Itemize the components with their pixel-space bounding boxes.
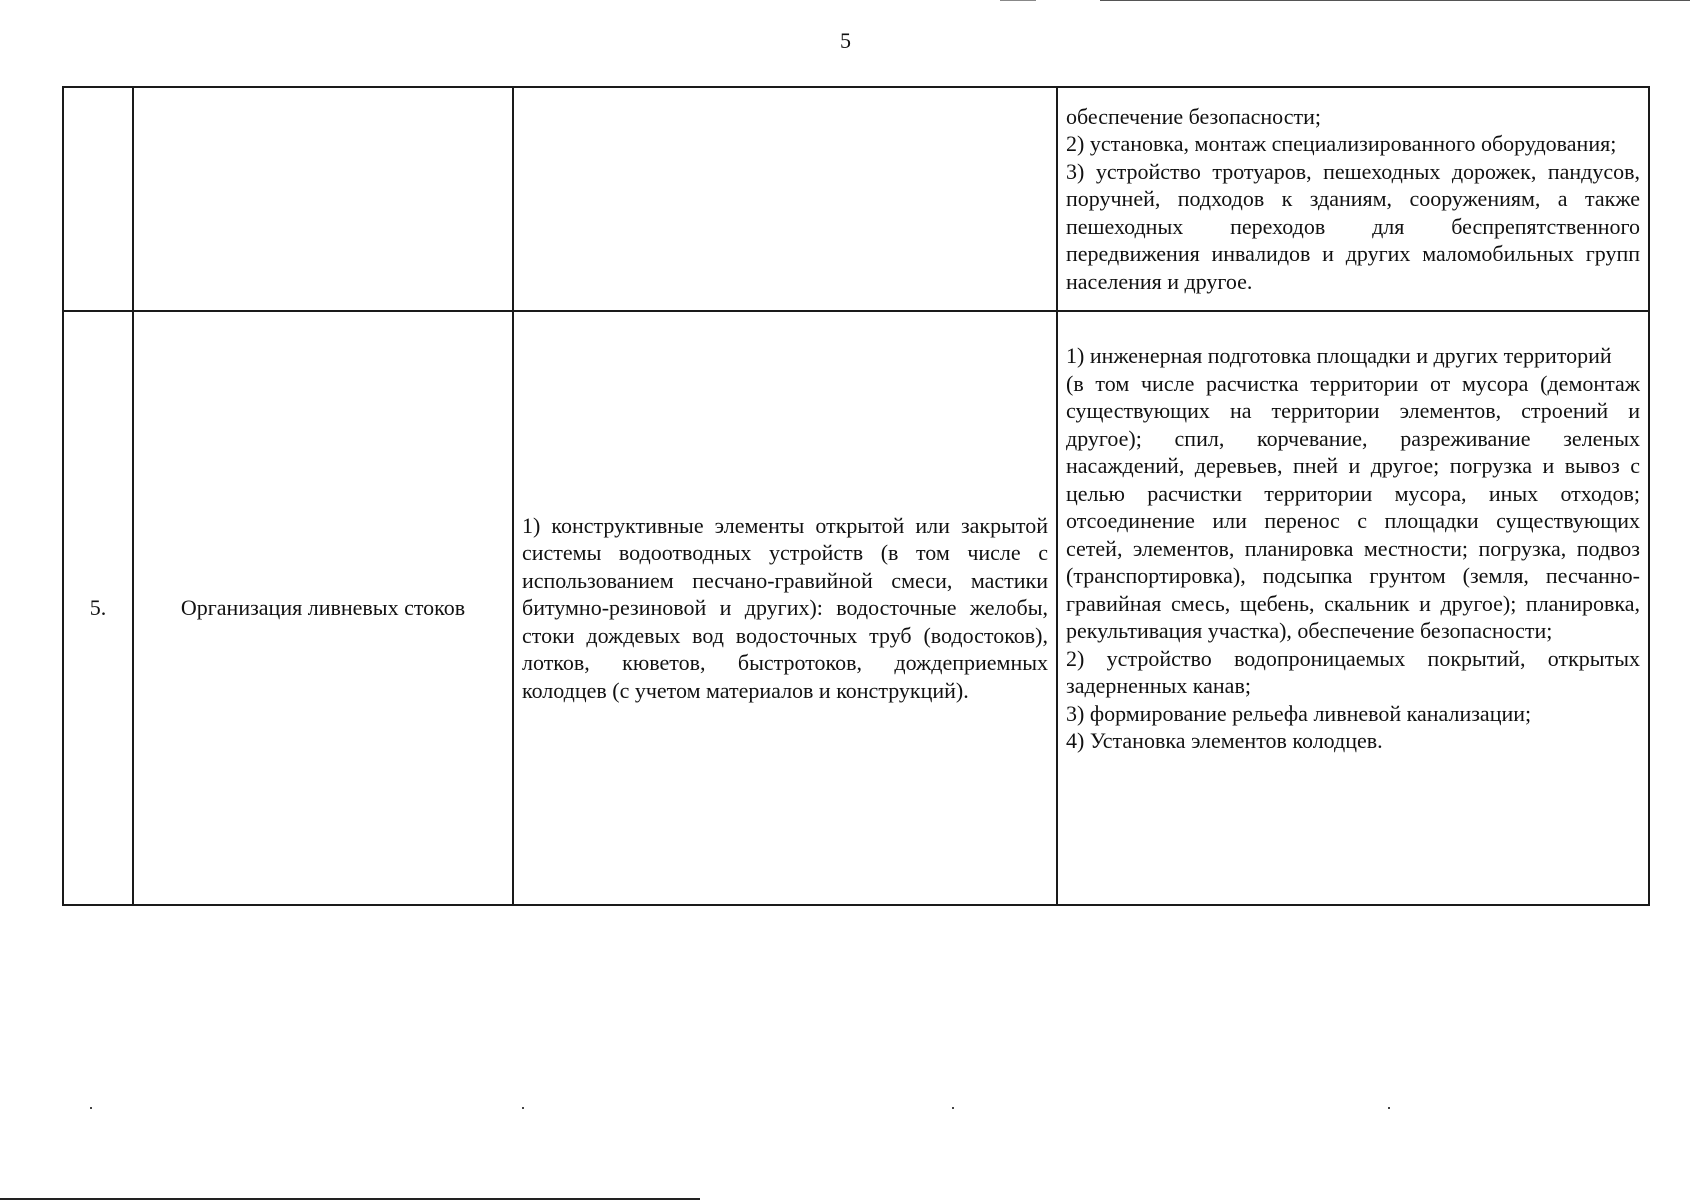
works-paragraph: 2) устройство водопроницаемых покрытий, открытых задерненных канав;: [1066, 645, 1640, 698]
works-paragraph: обеспечение безопасности;: [1066, 103, 1321, 129]
page-number: 5: [840, 28, 851, 53]
works-cell: [1057, 311, 1649, 905]
works-table: [62, 86, 1650, 906]
work-type-cell: [133, 87, 513, 311]
row-number-cell: [63, 87, 133, 311]
scan-dot: [522, 1107, 524, 1109]
scan-dot: [952, 1107, 954, 1109]
scan-dot: [90, 1107, 92, 1109]
works-paragraph: 2) установка, монтаж специализированного оборудования;: [1066, 131, 1617, 157]
elements-cell: [513, 87, 1057, 311]
elements-paragraph: 1) конструктивные элементы открытой или закрытой системы водоотводных устройств (в том числе с использованием песчано-гравийной смеси, мастики битумно-резиновой и других): водосточные желобы, стоки дождевых вод водосточных труб (водостоков), лотков, кюветов, быстротоков, дождеприемных колодцев (с учетом материалов и конструкций).: [522, 512, 1048, 703]
works-paragraph: 1) инженерная подготовка площадки и других территорий: [1066, 343, 1612, 368]
works-cell: [1057, 87, 1649, 311]
works-paragraph: (в том числе расчистка территории от мусора (демонтаж существующих на территории элементов, строений и другое); спил, корчевание, разреживание зеленых насаждений, деревьев, пней и другое; погрузка и вывоз с целью расчистки территории мусора, иных отходов; отсоединение или перенос с площадки существующих сетей, элементов, планировка местности; погрузка, подвоз (транспортировка), подсыпка грунтом (земля, песчанно-гравийная смесь, щебень, скальник и другое); планировка, рекультивация участка), обеспечение безопасности;: [1066, 370, 1640, 643]
table-row: [63, 311, 1649, 905]
works-paragraph: 3) формирование рельефа ливневой канализации;: [1066, 700, 1532, 726]
elements-cell: [513, 311, 1057, 905]
scan-line-top: [1100, 0, 1690, 1]
work-type-cell: Организация ливневых стоков: [133, 311, 513, 905]
table-row: [63, 87, 1649, 311]
row-number-cell: 5.: [63, 311, 133, 905]
scan-line-top-short: [1000, 0, 1036, 1]
works-paragraph: 4) Установка элементов колодцев.: [1066, 728, 1383, 753]
scan-dot: [1388, 1107, 1390, 1109]
works-paragraph: 3) устройство тротуаров, пешеходных дорожек, пандусов, поручней, подходов к зданиям, сооружениям, а также пешеходных переходов для беспрепятственного передвижения инвалидов и других маломобильных групп населения и другое.: [1066, 158, 1640, 294]
